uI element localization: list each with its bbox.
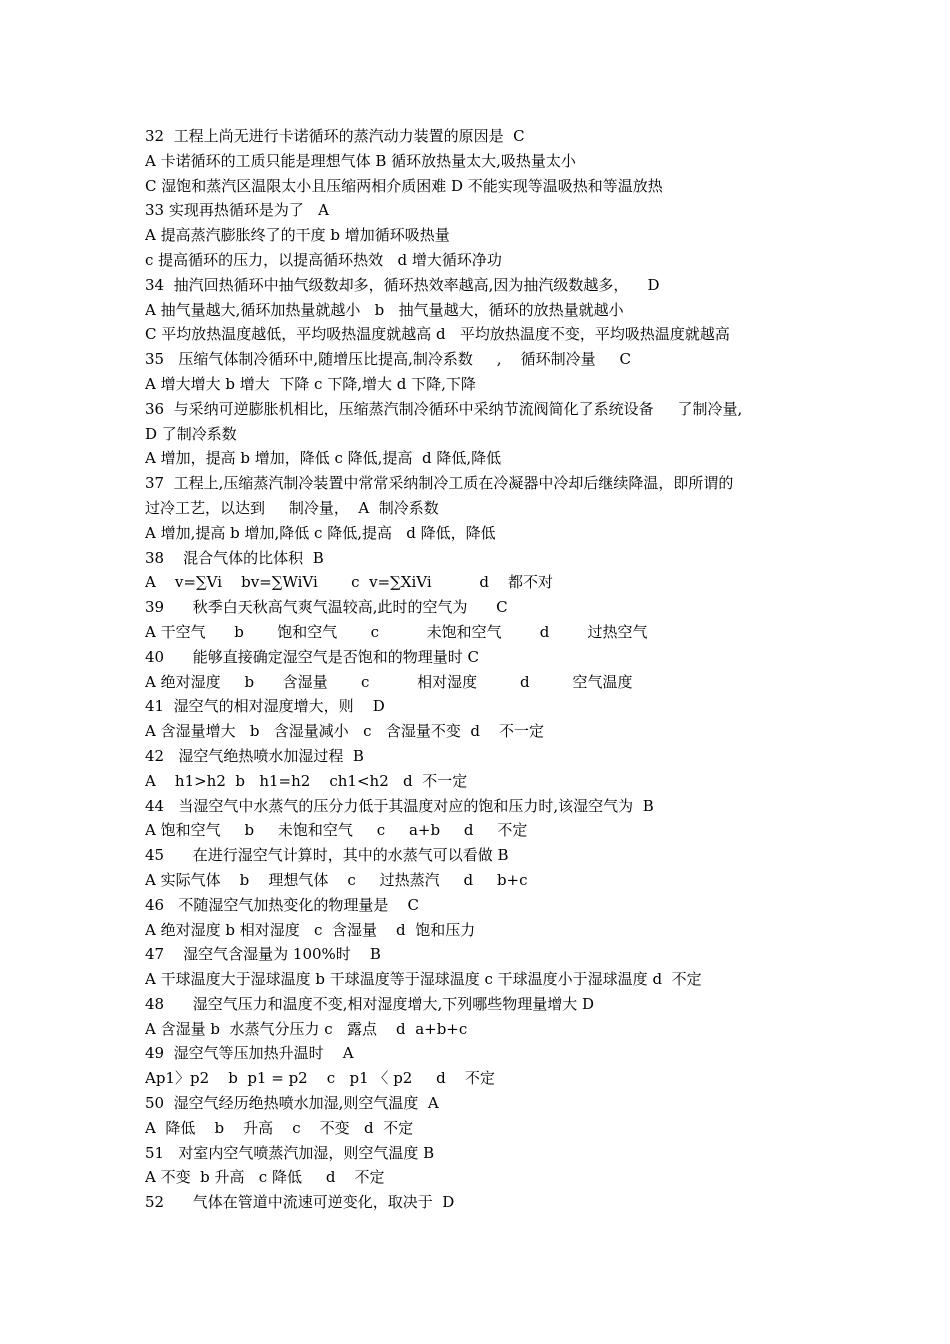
question-39: 39 秋季白天秋高气爽气温较高,此时的空气为 C: [145, 598, 508, 617]
question-50: 50 湿空气经历绝热喷水加湿,则空气温度 A: [145, 1094, 439, 1113]
question-37-continued: 过冷工艺，以达到 制冷量， A 制冷系数: [145, 498, 439, 517]
question-46: 46 不随湿空气加热变化的物理量是 C: [145, 895, 419, 914]
question-38: 38 混合气体的比体积 B: [145, 548, 324, 567]
question-33-options-ab: A 提高蒸汽膨胀终了的干度 b 增加循环吸热量: [145, 226, 450, 245]
question-47: 47 湿空气含湿量为 100%时 B: [145, 945, 381, 964]
question-40: 40 能够直接确定湿空气是否饱和的物理量时 C: [145, 647, 479, 666]
question-52: 52 气体在管道中流速可逆变化，取决于 D: [145, 1193, 455, 1212]
question-46-options: A 绝对湿度 b 相对湿度 c 含湿量 d 饱和压力: [145, 920, 476, 939]
question-36: 36 与采纳可逆膨胀机相比，压缩蒸汽制冷循环中采纳节流阀简化了系统设备 了制冷量,: [145, 399, 743, 418]
question-42: 42 湿空气绝热喷水加湿过程 B: [145, 746, 364, 765]
question-35: 35 压缩气体制冷循环中,随增压比提高,制冷系数 , 循环制冷量 C: [145, 350, 631, 369]
question-42-options: A h1>h2 b h1=h2 ch1<h2 d 不一定: [145, 771, 468, 790]
question-32-options-cd: C 湿饱和蒸汽区温限太小且压缩两相介质困难 D 不能实现等温吸热和等温放热: [145, 176, 663, 195]
question-45: 45 在进行湿空气计算时，其中的水蒸气可以看做 B: [145, 846, 509, 865]
question-36-continued: D 了制冷系数: [145, 424, 237, 443]
question-41-options: A 含湿量增大 b 含湿量减小 c 含湿量不变 d 不一定: [145, 722, 545, 741]
question-41: 41 湿空气的相对湿度增大，则 D: [145, 697, 385, 716]
question-51: 51 对室内空气喷蒸汽加湿，则空气温度 B: [145, 1143, 435, 1162]
question-37-options: A 增加,提高 b 增加,降低 c 降低,提高 d 降低，降低: [145, 523, 496, 542]
question-36-options: A 增加，提高 b 增加，降低 c 降低,提高 d 降低,降低: [145, 449, 502, 468]
question-32-options-ab: A 卡诺循环的工质只能是理想气体 B 循环放热量太大,吸热量太小: [145, 151, 576, 170]
question-44: 44 当湿空气中水蒸气的压分力低于其温度对应的饱和压力时,该湿空气为 B: [145, 796, 654, 815]
question-34-options-ab: A 抽气量越大,循环加热量就越小 b 抽气量越大，循环的放热量就越小: [145, 300, 624, 319]
question-48: 48 湿空气压力和温度不变,相对湿度增大,下列哪些物理量增大 D: [145, 994, 595, 1013]
question-33-options-cd: c 提高循环的压力，以提高循环热效 d 增大循环净功: [145, 250, 502, 269]
question-49-options: Ap1〉p2 b p1 = p2 c p1 〈 p2 d 不定: [145, 1069, 495, 1088]
question-45-options: A 实际气体 b 理想气体 c 过热蒸汽 d b+c: [145, 870, 528, 889]
question-list: [145, 124, 815, 1215]
question-38-options: A v=∑Vi bv=∑WiVi c v=∑XiVi d 都不对: [145, 573, 554, 592]
question-34-options-cd: C 平均放热温度越低，平均吸热温度就越高 d 平均放热温度不变，平均吸热温度就越高: [145, 325, 730, 344]
question-34: 34 抽汽回热循环中抽气级数却多，循环热效率越高,因为抽汽级数越多， D: [145, 275, 660, 294]
question-35-options: A 增大增大 b 增大 下降 c 下降,增大 d 下降,下降: [145, 374, 476, 393]
question-47-options: A 干球温度大于湿球温度 b 干球温度等于湿球温度 c 干球温度小于湿球温度 d 不定: [145, 970, 702, 989]
question-33: 33 实现再热循环是为了 A: [145, 201, 329, 220]
question-50-options: A 降低 b 升高 c 不变 d 不定: [145, 1118, 414, 1137]
question-48-options: A 含湿量 b 水蒸气分压力 c 露点 d a+b+c: [145, 1019, 468, 1038]
question-32: 32 工程上尚无进行卡诺循环的蒸汽动力装置的原因是 C: [145, 127, 525, 145]
question-44-options: A 饱和空气 b 未饱和空气 c a+b d 不定: [145, 821, 528, 840]
question-40-options: A 绝对湿度 b 含湿量 c 相对湿度 d 空气温度: [145, 672, 633, 691]
question-51-options: A 不变 b 升高 c 降低 d 不定: [145, 1168, 385, 1187]
question-49: 49 湿空气等压加热升温时 A: [145, 1044, 354, 1063]
question-37: 37 工程上,压缩蒸汽制冷装置中常常采纳制冷工质在冷凝器中冷却后继续降温，即所谓的: [145, 474, 734, 493]
question-39-options: A 干空气 b 饱和空气 c 未饱和空气 d 过热空气: [145, 622, 648, 641]
